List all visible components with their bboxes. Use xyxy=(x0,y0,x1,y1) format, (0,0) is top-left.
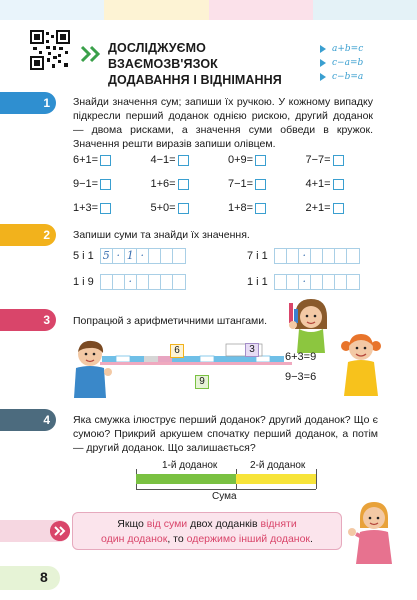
sum-label: Сума xyxy=(212,491,237,502)
qr-code-icon[interactable] xyxy=(30,30,70,70)
rod-label-9: 9 xyxy=(195,375,209,389)
rod-label-3: 3 xyxy=(245,343,259,357)
expression: 6+1= xyxy=(73,153,151,167)
bar-tick-right xyxy=(316,469,317,489)
formula-item: c−a=b xyxy=(320,56,415,70)
task-4-text: Яка смужка ілюструє перший доданок? другий доданок? Що є сумою? Прикрий аркушем спочатку перший доданок, а потім — другий доданок. Що залишається? xyxy=(73,414,378,454)
rule-chevron-icon xyxy=(50,521,70,541)
task-1-expressions xyxy=(73,153,383,215)
page-number-tab xyxy=(0,566,60,590)
answer-grid[interactable]: · xyxy=(274,248,360,264)
answer-box[interactable] xyxy=(178,155,189,166)
girl-with-pigtails-illustration xyxy=(340,330,382,396)
answer-box[interactable] xyxy=(100,155,111,166)
arrow-icon xyxy=(320,45,326,53)
answer-box[interactable] xyxy=(333,203,344,214)
top-color-strip xyxy=(0,0,417,20)
answer-box[interactable] xyxy=(333,155,344,166)
arrow-icon xyxy=(320,73,326,81)
task-number-3: 3 xyxy=(0,309,56,331)
arrow-icon xyxy=(320,59,326,67)
answer-grid[interactable]: · xyxy=(274,274,360,290)
expression: 5+0= xyxy=(151,201,229,215)
answer-box[interactable] xyxy=(255,155,266,166)
answer-box[interactable] xyxy=(100,203,111,214)
addend-bar xyxy=(136,474,316,484)
first-addend-bar xyxy=(136,474,236,484)
equation-2: 9−3=6 xyxy=(285,371,317,383)
answer-box[interactable] xyxy=(100,179,111,190)
task-number-1: 1 xyxy=(0,92,56,114)
answer-grid[interactable]: 5 · 1 · xyxy=(100,248,186,264)
sum-row: 7 і 1 · xyxy=(247,248,360,264)
expression: 1+6= xyxy=(151,177,229,191)
first-addend-label: 1-й доданок xyxy=(162,460,218,471)
lesson-title-line-2: ДОДАВАННЯ І ВІДНІМАННЯ xyxy=(108,73,282,87)
formula-list xyxy=(320,42,415,84)
expression: 7−7= xyxy=(306,153,384,167)
rule-box: Якщо від суми двох доданків відняти один доданок, то одержимо інший доданок. xyxy=(72,512,342,550)
double-chevron-icon xyxy=(80,44,104,64)
sum-bracket xyxy=(136,489,316,490)
expression: 4−1= xyxy=(151,153,229,167)
expression: 4+1= xyxy=(306,177,384,191)
task-number-2: 2 xyxy=(0,224,56,246)
answer-box[interactable] xyxy=(178,179,189,190)
expression: 2+1= xyxy=(306,201,384,215)
answer-box[interactable] xyxy=(333,179,344,190)
sum-row: 1 і 1 · xyxy=(247,274,360,290)
task-number-4: 4 xyxy=(0,409,56,431)
equation-1: 6+3=9 xyxy=(285,351,317,363)
rod-label-6: 6 xyxy=(170,344,184,358)
second-addend-bar xyxy=(236,474,316,484)
expression: 1+3= xyxy=(73,201,151,215)
expression: 1+8= xyxy=(228,201,306,215)
formula-item: c−b=a xyxy=(320,70,415,84)
task-1-text: Знайди значення сум; запиши їх ручкою. У кожному випадку підкресли перший доданок однією рискою, другий доданок — двома рисками, а значення суми обведи в кружок. Значення решти виразів запиши олівцем. xyxy=(73,96,373,150)
teacher-illustration xyxy=(346,498,398,564)
sum-row: 5 і 1 5 · 1 · xyxy=(73,248,186,264)
answer-box[interactable] xyxy=(255,203,266,214)
expression: 7−1= xyxy=(228,177,306,191)
task-2-text: Запиши суми та знайди їх значення. xyxy=(73,229,250,241)
strip-segment-3 xyxy=(209,0,313,20)
expression: 9−1= xyxy=(73,177,151,191)
formula-item: a+b=c xyxy=(320,42,415,56)
lesson-title xyxy=(108,40,318,88)
sum-row: 1 і 9 · xyxy=(73,274,186,290)
answer-box[interactable] xyxy=(178,203,189,214)
strip-segment-4 xyxy=(313,0,417,20)
answer-grid[interactable]: · xyxy=(100,274,186,290)
strip-segment-2 xyxy=(104,0,208,20)
lesson-title-line-1: ДОСЛІДЖУЄМО ВЗАЄМОЗВ'ЯЗОК xyxy=(108,41,218,71)
expression: 0+9= xyxy=(228,153,306,167)
strip-segment-1 xyxy=(0,0,104,20)
page-number: 8 xyxy=(40,569,48,585)
answer-box[interactable] xyxy=(255,179,266,190)
task-3-text: Попрацюй з арифметичними штангами. xyxy=(73,315,268,327)
second-addend-label: 2-й доданок xyxy=(250,460,306,471)
